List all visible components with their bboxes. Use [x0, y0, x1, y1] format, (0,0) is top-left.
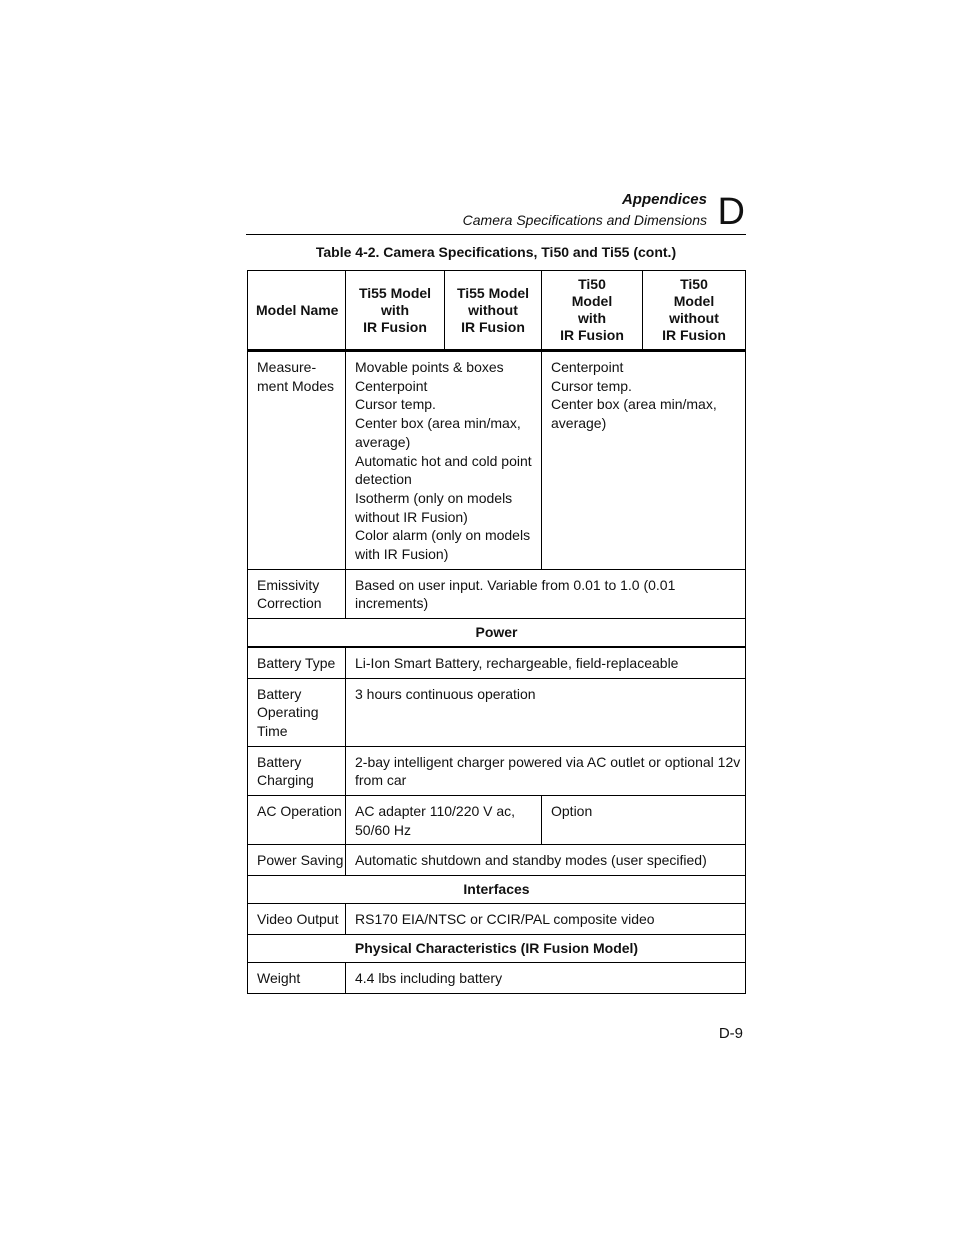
header-line: IR Fusion — [363, 318, 427, 335]
row-label: AC Operation — [248, 796, 346, 845]
value-line: Isotherm (only on models — [355, 489, 513, 506]
weight-value: 4.4 lbs including battery — [346, 962, 746, 993]
value-line: Color alarm (only on models — [355, 527, 531, 544]
battery-operating-time-value: 3 hours continuous operation — [346, 678, 746, 746]
header-line: IR Fusion — [461, 318, 525, 335]
value-line: AC adapter 110/220 V ac, — [355, 803, 516, 820]
column-header-ti50-with-fusion — [542, 271, 643, 351]
header-line: Model Name — [256, 301, 339, 318]
value-line: average) — [355, 433, 411, 450]
header-line: Model — [673, 293, 715, 309]
value-line: Cursor temp. — [355, 396, 436, 413]
row-label: Power Saving — [248, 845, 346, 876]
value-line: without IR Fusion) — [355, 508, 468, 525]
value-line: Movable points & boxes — [355, 359, 504, 375]
value-line: 2-bay intelligent charger powered via AC outlet or optional 12v — [355, 753, 741, 770]
header-line: Ti50 — [578, 276, 606, 292]
page-number: D-9 — [718, 1025, 743, 1042]
label-line: Battery — [257, 753, 302, 770]
table-row-video-output — [248, 904, 746, 935]
specifications-table — [247, 270, 746, 994]
section-row-physical — [248, 934, 746, 962]
table-row-battery-type — [248, 647, 746, 678]
row-label — [248, 746, 346, 795]
label-line: Time — [257, 722, 288, 739]
section-heading-power: Power — [248, 619, 746, 647]
value-line: average) — [551, 415, 607, 432]
appendix-letter: D — [717, 191, 745, 233]
label-line: Battery — [257, 685, 302, 702]
table-row-ac-operation — [248, 796, 746, 845]
table-row-battery-charging — [248, 746, 746, 795]
header-rule — [246, 234, 746, 235]
section-subtitle: Camera Specifications and Dimensions — [462, 212, 707, 228]
table-caption: Table 4-2. Camera Specifications, Ti50 and Ti55 (cont.) — [315, 244, 677, 260]
column-header-model-name — [248, 271, 346, 351]
value-line: from car — [355, 772, 407, 789]
value-line: Cursor temp. — [551, 377, 632, 394]
section-heading-interfaces: Interfaces — [248, 876, 746, 904]
table-header-row — [248, 271, 746, 351]
section-row-interfaces — [248, 876, 746, 904]
label-line: ment Modes — [257, 377, 335, 394]
value-line: Centerpoint — [551, 359, 624, 375]
header-line: Ti50 — [680, 276, 708, 292]
header-line: IR Fusion — [662, 327, 726, 343]
ti55-ac-operation — [346, 796, 542, 845]
header-line: Model — [571, 293, 613, 309]
power-saving-value: Automatic shutdown and standby modes (user specified) — [346, 845, 746, 876]
row-label: Weight — [248, 962, 346, 993]
ti50-measurement-modes — [542, 351, 746, 570]
label-line: Measure- — [257, 359, 317, 375]
label-line: Charging — [257, 772, 314, 789]
value-line: 50/60 Hz — [355, 821, 412, 838]
header-line: with — [381, 301, 409, 318]
row-label — [248, 351, 346, 570]
column-header-ti50-without-fusion — [643, 271, 746, 351]
value-line: Based on user input. Variable from 0.01 to 1.0 (0.01 — [355, 576, 676, 593]
column-header-ti55-without-fusion — [445, 271, 542, 351]
ti50-ac-operation: Option — [542, 796, 746, 845]
value-line: Center box (area min/max, — [355, 415, 521, 432]
row-label — [248, 569, 346, 618]
table-row-power-saving — [248, 845, 746, 876]
label-line: Operating — [257, 704, 319, 721]
header-line: IR Fusion — [560, 327, 624, 343]
video-output-value: RS170 EIA/NTSC or CCIR/PAL composite video — [346, 904, 746, 935]
value-line: Center box (area min/max, — [551, 396, 717, 413]
battery-charging-value — [346, 746, 746, 795]
header-line: with — [578, 310, 606, 326]
value-line: Automatic hot and cold point — [355, 452, 532, 469]
value-line: increments) — [355, 595, 429, 612]
table-row-measurement-modes — [248, 351, 746, 570]
header-line: without — [468, 301, 518, 318]
section-heading-physical: Physical Characteristics (IR Fusion Model) — [248, 934, 746, 962]
row-label: Battery Type — [248, 647, 346, 678]
section-row-power — [248, 619, 746, 647]
header-line: Ti55 Model — [358, 284, 432, 301]
label-line: Emissivity — [257, 576, 320, 593]
value-line: with IR Fusion) — [355, 546, 449, 563]
header-line: without — [669, 310, 719, 326]
page-header — [246, 190, 746, 234]
value-line: detection — [355, 471, 412, 488]
header-line: Ti55 Model — [456, 284, 530, 301]
row-label: Video Output — [248, 904, 346, 935]
battery-type-value: Li-Ion Smart Battery, rechargeable, field-replaceable — [346, 647, 746, 678]
row-label — [248, 678, 346, 746]
table-row-weight — [248, 962, 746, 993]
table-row-emissivity — [248, 569, 746, 618]
section-title: Appendices — [621, 191, 707, 208]
emissivity-value — [346, 569, 746, 618]
label-line: Correction — [257, 595, 322, 612]
column-header-ti55-with-fusion — [346, 271, 445, 351]
value-line: Centerpoint — [355, 377, 428, 394]
ti55-measurement-modes — [346, 351, 542, 570]
table-row-battery-operating-time — [248, 678, 746, 746]
